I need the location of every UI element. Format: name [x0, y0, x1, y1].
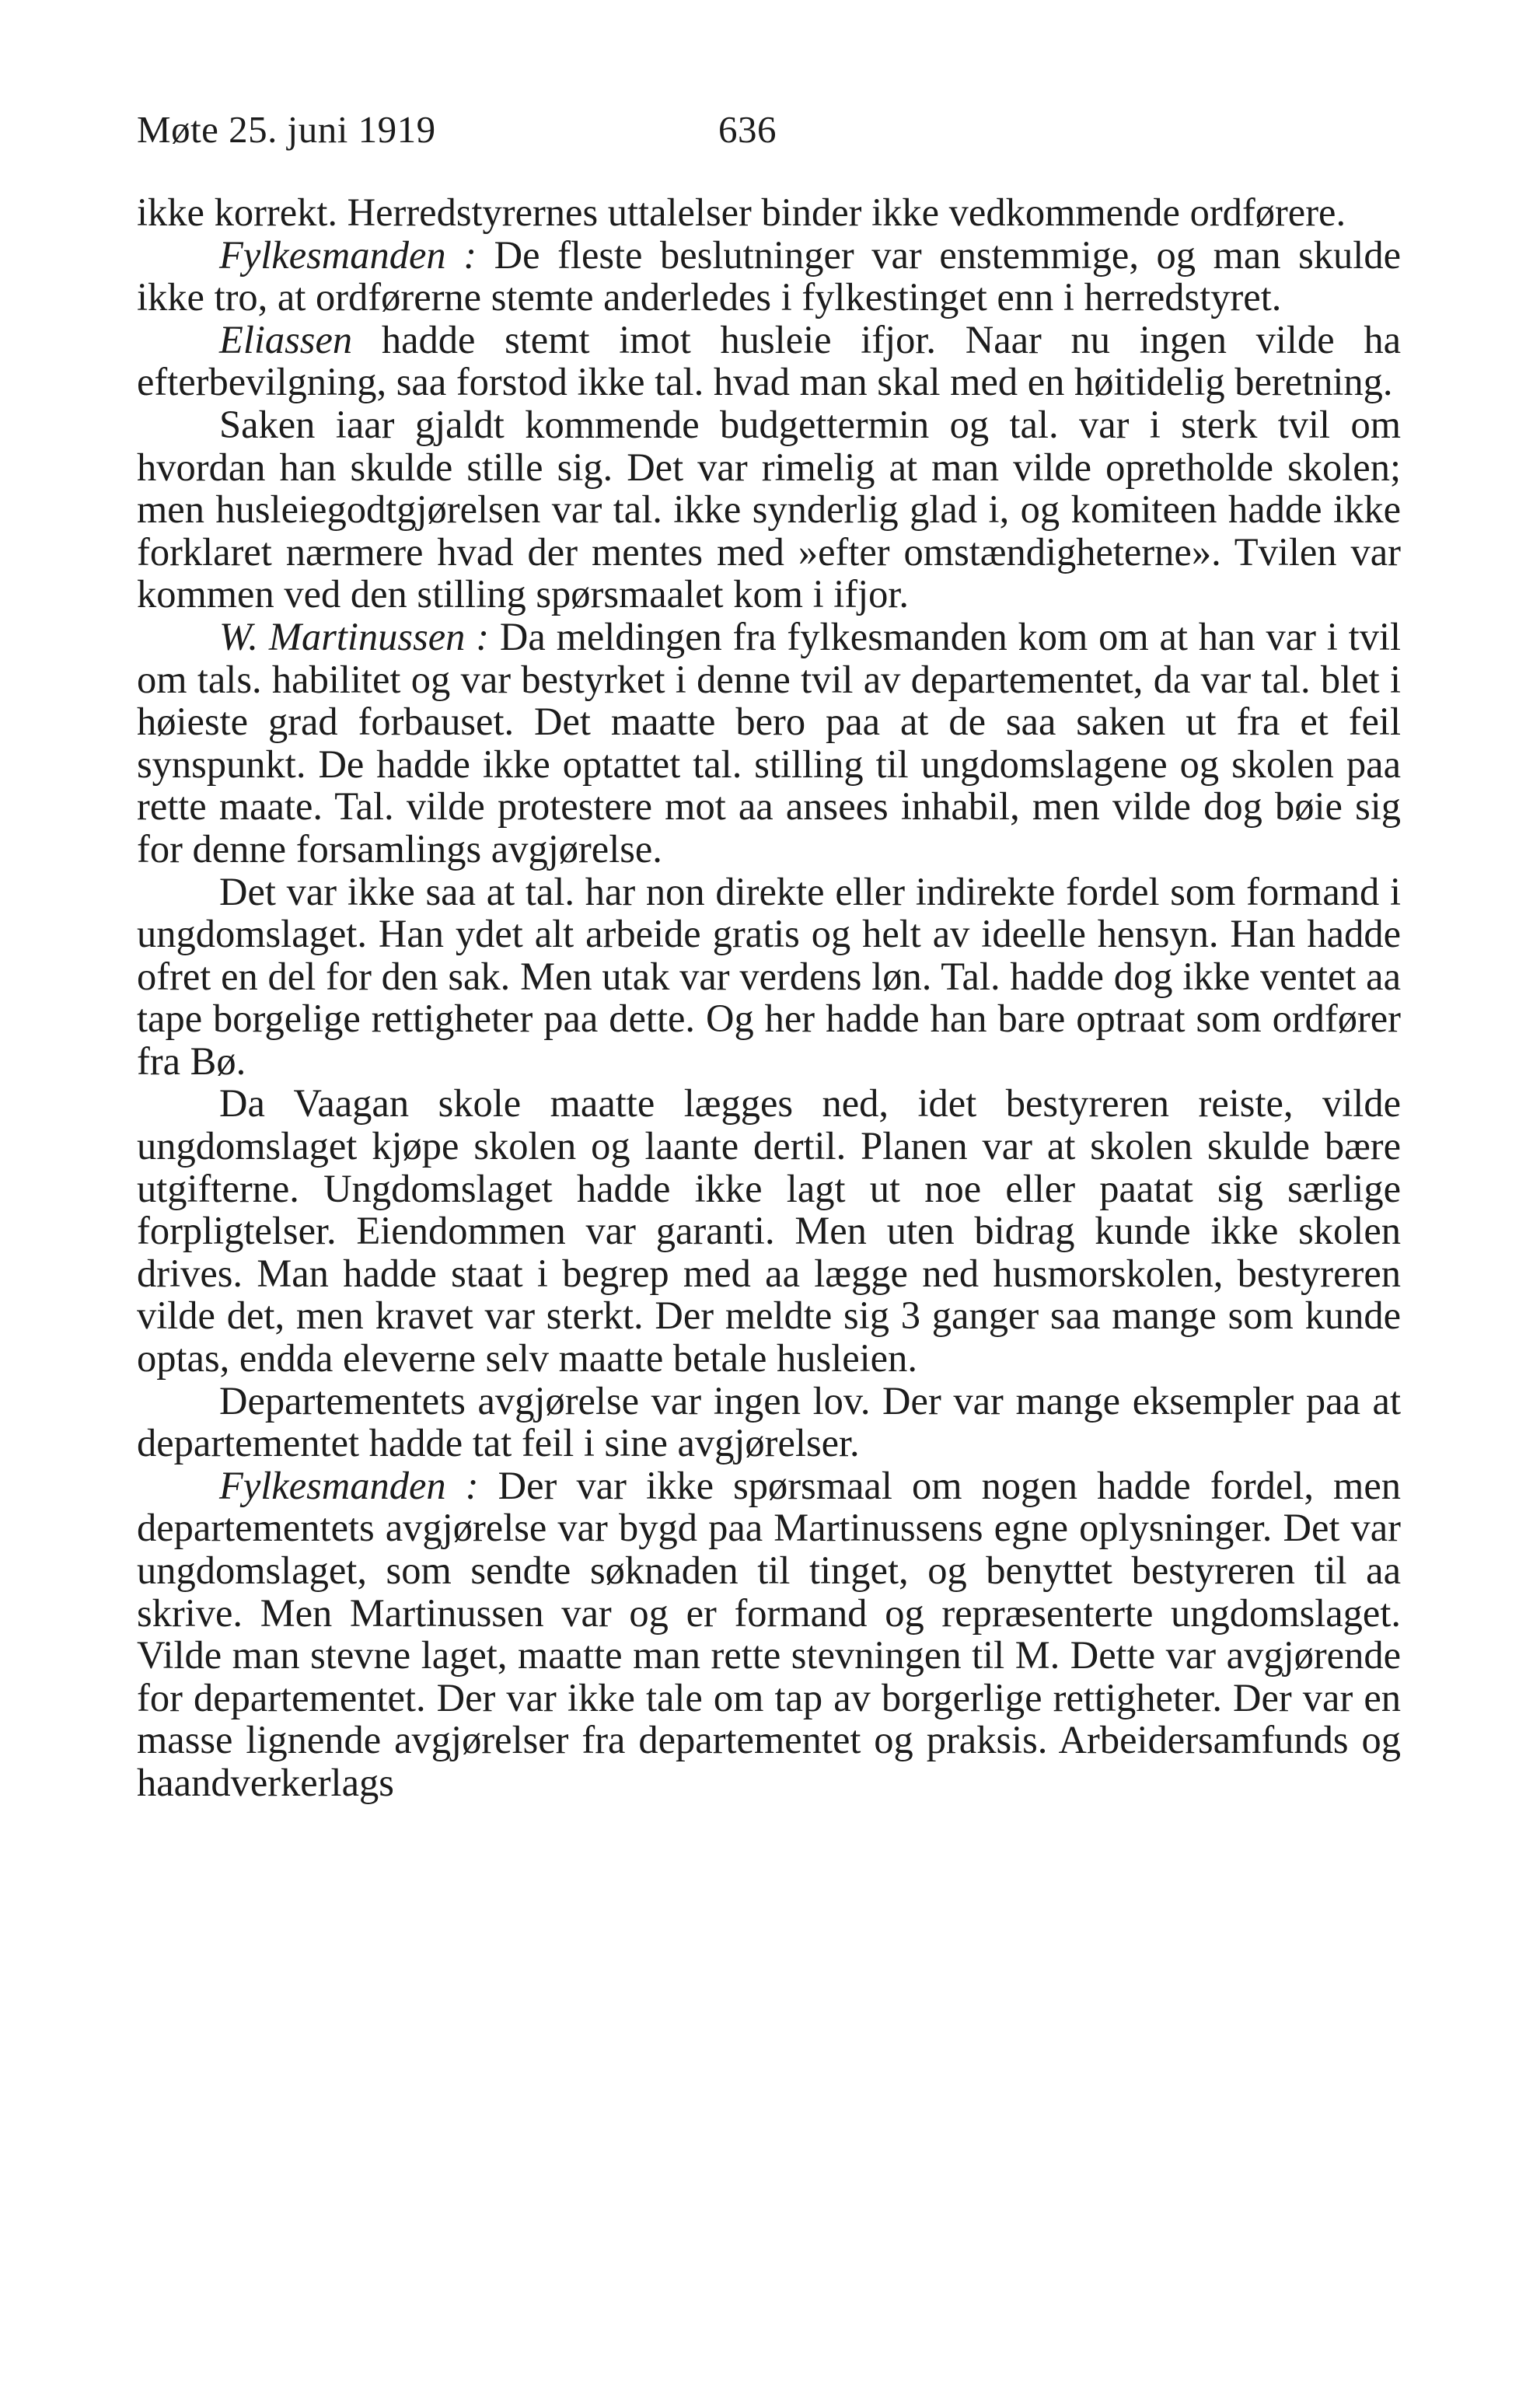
paragraph: [137, 616, 1401, 871]
paragraph-text: hadde stemt imot husleie ifjor. Naar nu ingen vilde ha efterbevilgning, saa forstod ikke tal. hvad man skal med en høitidelig beretning.: [137, 317, 1401, 404]
paragraph: [137, 871, 1401, 1083]
paragraph: [137, 1465, 1401, 1804]
meeting-date: Møte 25. juni 1919: [137, 108, 436, 151]
speaker-name: Fylkesmanden :: [219, 232, 477, 277]
paragraph-text: Da Vaagan skole maatte lægges ned, idet bestyreren reiste, vilde ungdomslaget kjøpe skolen og laante dertil. Planen var at skolen skulde bære utgifterne. Ungdomslaget hadde ikke lagt ut noe eller paatat sig særlige forpligtelser. Eiendommen var garanti. Men uten bidrag kunde ikke skolen drives. Man hadde staat i begrep med aa lægge ned husmorskolen, bestyreren vilde det, men kravet var sterkt. Der meldte sig 3 ganger saa mange som kunde optas, endda eleverne selv maatte betale husleien.: [137, 1081, 1401, 1381]
paragraph: [137, 319, 1401, 403]
paragraph-text: ikke korrekt. Herredstyrernes uttalelser binder ikke vedkommende ordførere.: [137, 190, 1346, 234]
paragraph-text: Da meldingen fra fylkesmanden kom om at han var i tvil om tals. habilitet og var bestyrket i denne tvil av departementet, da var tal. blet i høieste grad forbauset. Det maatte bero paa at de saa saken ut fra et feil synspunkt. De hadde ikke optattet tal. stilling til ungdomslagene og skolen paa rette maate. Tal. vilde protestere mot aa ansees inhabil, men vilde dog bøie sig for denne forsamlings avgjørelse.: [137, 614, 1401, 871]
paragraph-text: Der var ikke spørsmaal om nogen hadde fordel, men departementets avgjørelse var bygd paa Martinussens egne oplysninger. Det var ungdomslaget, som sendte søknaden til tinget, og benyttet bestyreren til aa skrive. Men Martinussen var og er formand og repræsenterte ungdomslaget. Vilde man stevne laget, maatte man rette stevningen til M. Dette var avgjørende for departementet. Der var ikke tale om tap av borgerlige rettigheter. Der var en masse lignende avgjørelser fra departementet og praksis. Arbeidersamfunds og haandverkerlags: [137, 1463, 1401, 1804]
paragraph: [137, 191, 1401, 234]
speaker-name: Eliassen: [219, 317, 353, 361]
speaker-name: W. Martinussen :: [219, 614, 490, 658]
paragraph-text: Departementets avgjørelse var ingen lov. Der var mange eksempler paa at departementet hadde tat feil i sine avgjørelser.: [137, 1378, 1401, 1465]
paragraph: [137, 1082, 1401, 1379]
paragraph-text: De fleste beslutninger var enstemmige, og man skulde ikke tro, at ordførerne stemte anderledes i fylkestinget enn i herredstyret.: [137, 232, 1401, 319]
paragraph: [137, 403, 1401, 616]
speaker-name: Fylkesmanden :: [219, 1463, 479, 1507]
paragraph-text: Det var ikke saa at tal. har non direkte eller indirekte fordel som formand i ungdomslaget. Han ydet alt arbeide gratis og helt av ideelle hensyn. Han hadde ofret en del for den sak. Men utak var verdens løn. Tal. hadde dog ikke ventet aa tape borgelige rettigheter paa dette. Og her hadde han bare optraat som ordfører fra Bø.: [137, 869, 1401, 1083]
paragraph: [137, 1380, 1401, 1465]
page-number: 636: [718, 108, 777, 151]
running-header: [137, 107, 1401, 154]
paragraph-text: Saken iaar gjaldt kommende budgettermin og tal. var i sterk tvil om hvordan han skulde stille sig. Det var rimelig at man vilde opretholde skolen; men husleiegodtgjørelsen var tal. ikke synderlig glad i, og komiteen hadde ikke forklaret nærmere hvad der mentes med »efter omstændigheterne». Tvilen var kommen ved den stilling spørsmaalet kom i ifjor.: [137, 402, 1401, 616]
body-text: [137, 191, 1401, 1804]
paragraph: [137, 234, 1401, 319]
